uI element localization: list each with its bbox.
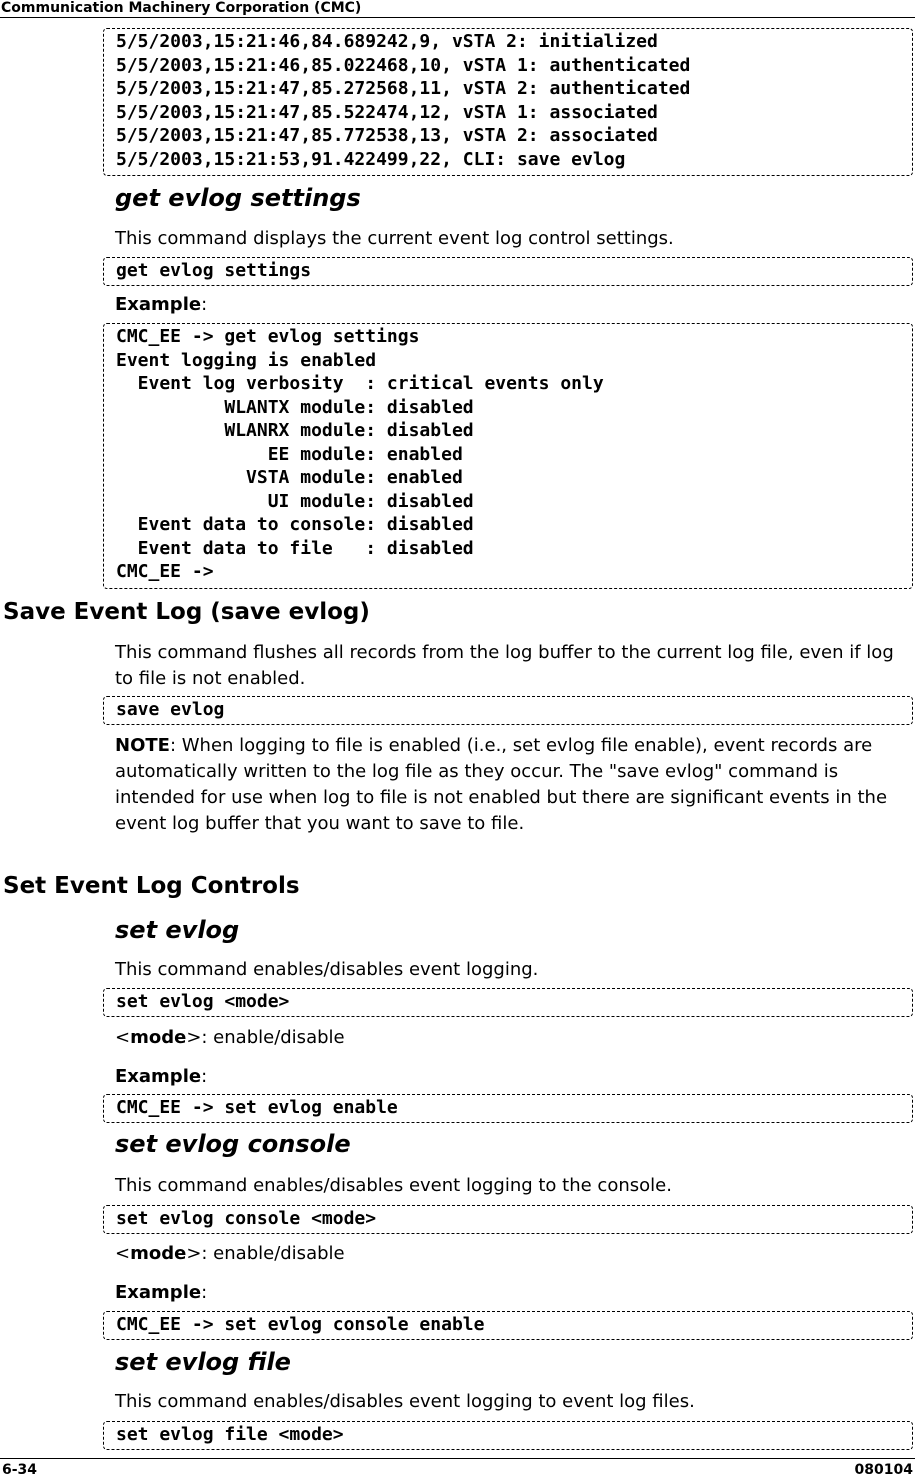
set-console-syntax-box [103, 1205, 913, 1234]
example-line: Event data to console: disabled [116, 514, 474, 535]
heading-set-event-log-controls: Set Event Log Controls [3, 873, 300, 899]
heading-set-evlog-file: set evlog file [115, 1348, 291, 1376]
log-line: 5/5/2003,15:21:46,84.689242,9, vSTA 2: initialized [116, 31, 658, 52]
set-console-description: This command enables/disables event logging to the console. [115, 1175, 672, 1196]
example-line: WLANTX module: disabled [116, 396, 474, 418]
example-line: CMC_EE -> [116, 561, 214, 582]
save-description: This command flushes all records from the log buffer to the current log file, even if log to file is not enabled. [115, 642, 894, 689]
set-console-example-box [103, 1311, 913, 1340]
get-settings-example-label: Example: [115, 294, 208, 315]
save-syntax-box [103, 696, 913, 725]
set-evlog-example-box [103, 1094, 913, 1123]
example-line: WLANRX module: disabled [116, 420, 474, 441]
set-evlog-syntax-box [103, 988, 913, 1017]
log-line: 5/5/2003,15:21:47,85.272568,11, vSTA 2: authenticated [116, 78, 691, 99]
example-line: Event data to file : disabled [116, 537, 474, 559]
heading-set-evlog-console: set evlog console [115, 1130, 351, 1158]
syntax-line: get evlog settings [116, 260, 312, 281]
page-number: 6-34 [2, 1462, 38, 1478]
note-text: : When logging to file is enabled (i.e., set evlog file enable), event records are automatically written to the log file as they occur. The "save evlog" command is intended for use when log to file is not enabled but there are significant events in the event log buffer that you want to save to file. [115, 735, 888, 834]
get-settings-example-box [103, 323, 913, 589]
set-evlog-description: This command enables/disables event logging. [115, 959, 539, 980]
syntax-line: save evlog [116, 699, 225, 720]
log-line: 5/5/2003,15:21:46,85.022468,10, vSTA 1: authenticated [116, 54, 691, 76]
example-line: CMC_EE -> set evlog enable [116, 1097, 398, 1118]
log-line: 5/5/2003,15:21:47,85.522474,12, vSTA 1: associated [116, 101, 658, 123]
syntax-line: set evlog console <mode> [116, 1208, 377, 1229]
example-line: EE module: enabled [116, 443, 463, 465]
get-settings-syntax-box [103, 257, 913, 286]
heading-get-evlog-settings: get evlog settings [115, 184, 361, 212]
heading-save-event-log: Save Event Log (save evlog) [3, 599, 370, 625]
running-header [0, 0, 915, 18]
example-line: Event logging is enabled [116, 349, 377, 371]
set-file-description: This command enables/disables event logging to event log files. [115, 1391, 695, 1412]
syntax-line: set evlog file <mode> [116, 1424, 344, 1445]
log-line: 5/5/2003,15:21:47,85.772538,13, vSTA 2: associated [116, 125, 658, 146]
save-note [115, 733, 895, 837]
syntax-line: set evlog <mode> [116, 991, 290, 1012]
example-line: CMC_EE -> get evlog settings [116, 326, 420, 347]
log-line: 5/5/2003,15:21:53,91.422499,22, CLI: save evlog [116, 148, 626, 170]
set-evlog-param: <mode>: enable/disable [115, 1027, 345, 1048]
example-line: CMC_EE -> set evlog console enable [116, 1314, 485, 1335]
heading-set-evlog: set evlog [115, 916, 240, 944]
log-output-box [103, 28, 913, 176]
example-line: UI module: disabled [116, 490, 474, 512]
document-code: 080104 [854, 1462, 913, 1478]
header-title: Communication Machinery Corporation (CMC) [1, 0, 362, 16]
set-file-syntax-box [103, 1421, 913, 1450]
get-settings-description: This command displays the current event log control settings. [115, 228, 674, 249]
note-label: NOTE [115, 735, 170, 756]
running-footer [0, 1458, 915, 1480]
set-evlog-example-label: Example: [115, 1066, 208, 1087]
example-line: VSTA module: enabled [116, 467, 463, 488]
set-console-example-label: Example: [115, 1282, 208, 1303]
set-console-param: <mode>: enable/disable [115, 1243, 345, 1264]
example-line: Event log verbosity : critical events only [116, 373, 604, 394]
